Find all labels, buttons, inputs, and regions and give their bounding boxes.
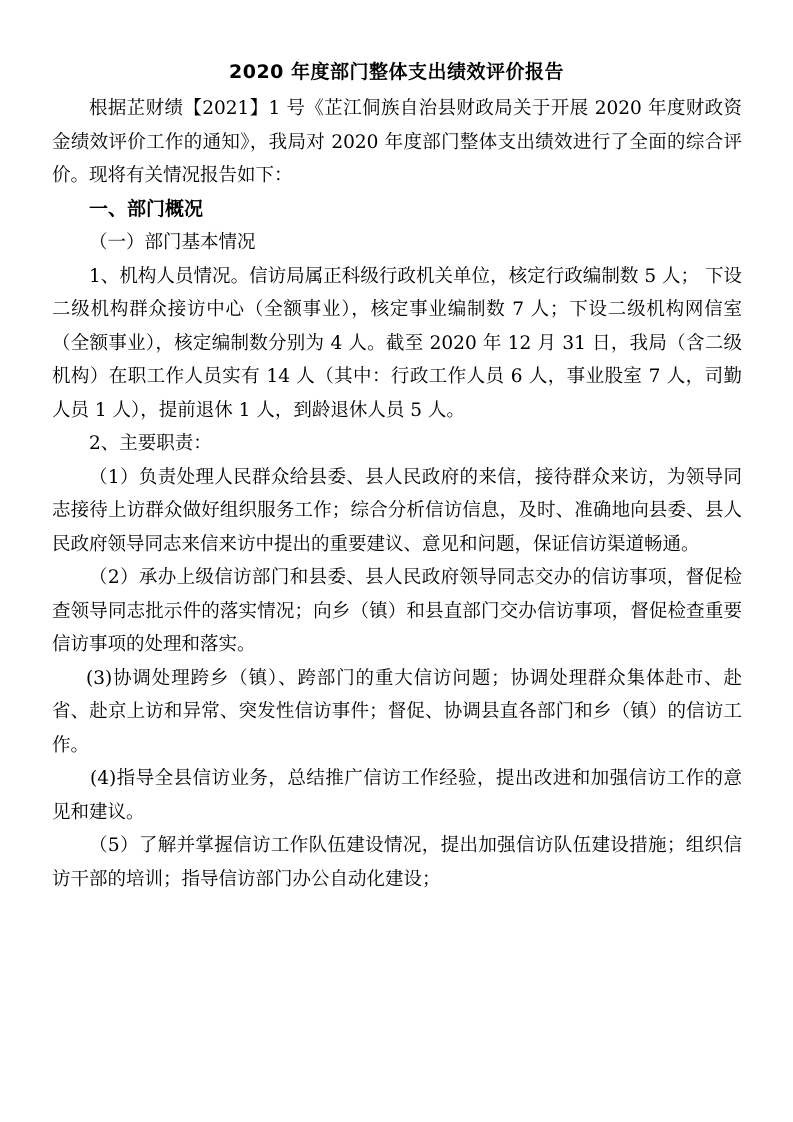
duty-item-4: (4)指导全县信访业务，总结推广信访工作经验，提出改进和加强信访工作的意见和建议。 — [52, 768, 742, 823]
duty-item-2: （2）承办上级信访部门和县委、县人民政府领导同志交办的信访事项，督促检查领导同志批示件的落实情况；向乡（镇）和县直部门交办信访事项，督促检查重要信访事项的处理和落实。 — [52, 567, 742, 655]
section-heading: 一、部门概况 — [89, 197, 204, 220]
duty-item-3: (3)协调处理跨乡（镇）、跨部门的重大信访问题；协调处理群众集体赴市、赴省、赴京上访和异常、突发性信访事件；督促、协调县直各部门和乡（镇）的信访工作。 — [52, 667, 742, 756]
duty-item-5: （5）了解并掌握信访工作队伍建设情况，提出加强信访队伍建设措施；组织信访干部的培训；指导信访部门办公自动化建设； — [52, 835, 742, 890]
duties-heading: 2、主要职责： — [89, 433, 212, 454]
document-body — [52, 92, 742, 896]
page-title: 2020 年度部门整体支出绩效评价报告 — [229, 61, 564, 83]
subsection-heading: （一）部门基本情况 — [89, 232, 256, 253]
staffing-paragraph: 1、机构人员情况。信访局属正科级行政机关单位，核定行政编制数 5 人； 下设二级机构群众接访中心（全额事业），核定事业编制数 7 人；下设二级机构网信室（全额事业），核定编制数分别为 4 人。截至 2020 年 12 月 31 日，我局（含二级机构）在职工作人员实有 14 人（其中：行政工作人员 6 人，事业股室 7 人，司勤人员 1 人），提前退休 1 人，到龄退休人员 5 人。 — [52, 265, 742, 421]
duty-item-1: （1）负责处理人民群众给县委、县人民政府的来信，接待群众来访，为领导同志接待上访群众做好组织服务工作；综合分析信访信息，及时、准确地向县委、县人民政府领导同志来信来访中提出的重要建议、意见和问题，保证信访渠道畅通。 — [52, 466, 742, 555]
intro-paragraph: 根据芷财绩【2021】1 号《芷江侗族自治县财政局关于开展 2020 年度财政资金绩效评价工作的通知》，我局对 2020 年度部门整体支出绩效进行了全面的综合评价。现将有关情况报告如下： — [52, 98, 742, 186]
